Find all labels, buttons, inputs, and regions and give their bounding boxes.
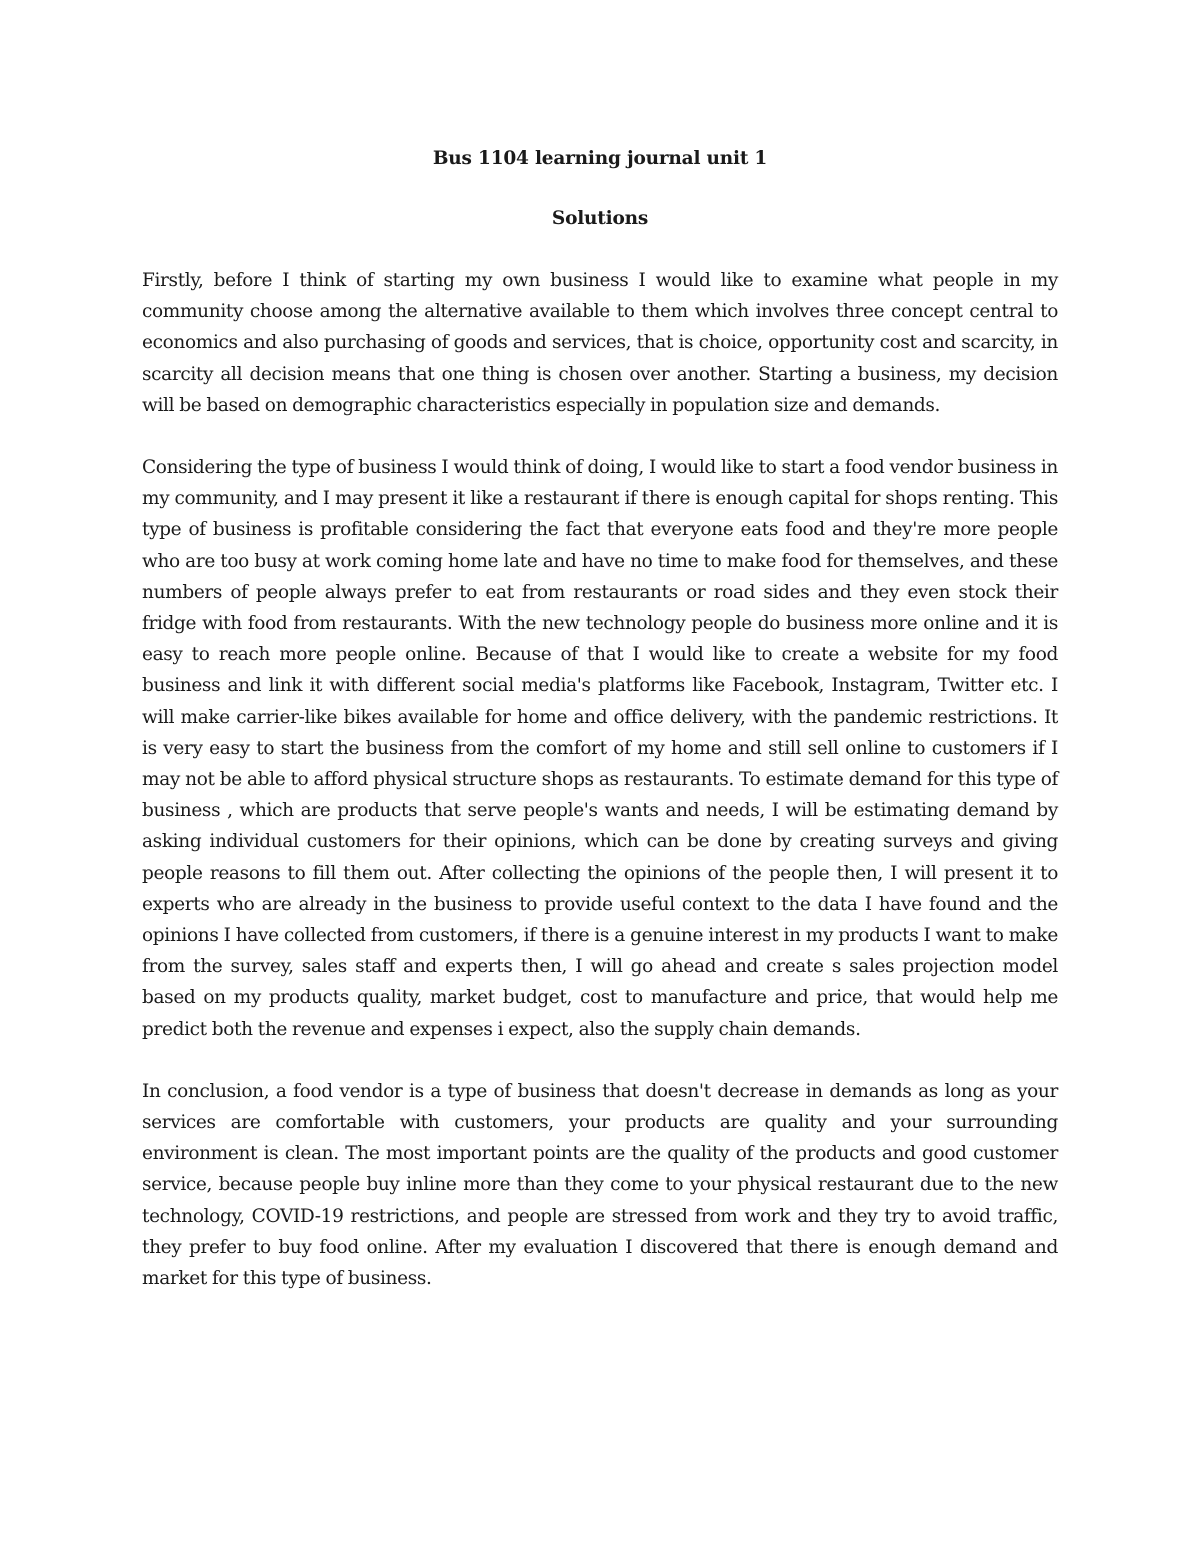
document-subtitle: Solutions: [551, 208, 649, 229]
document-body: [142, 143, 1058, 1294]
document-title: Bus 1104 learning journal unit 1: [432, 148, 768, 169]
paragraph-business-plan: Considering the type of business I would think of doing, I would like to start a food vendor business in my community, and I may present it like a restaurant if there is enough capital for shops renting. This type of business is profitable considering the fact that everyone eats food and they're more people who are too busy at work coming home late and have no time to make food for themselves, and these numbers of people always prefer to eat from restaurants or road sides and they even stock their fridge with food from restaurants. With the new technology people do business more online and it is easy to reach more people online. Because of that I would like to create a website for my food business and link it with different social media's platforms like Facebook, Instagram, Twitter etc. I will make carrier-like bikes available for home and office delivery, with the pandemic restrictions. It is very easy to start the business from the comfort of my home and still sell online to customers if I may not be able to afford physical structure shops as restaurants. To estimate demand for this type of business , which are products that serve people's wants and needs, I will be estimating demand by asking individual customers for their opinions, which can be done by creating surveys and giving people reasons to fill them out. After collecting the opinions of the people then, I will present it to experts who are already in the business to provide useful context to the data I have found and the opinions I have collected from customers, if there is a genuine interest in my products I want to make from the survey, sales staff and experts then, I will go ahead and create s sales projection model based on my products quality, market budget, cost to manufacture and price, that would help me predict both the revenue and expenses i expect, also the supply chain demands.: [142, 457, 1058, 1040]
paragraph-conclusion: In conclusion, a food vendor is a type of business that doesn't decrease in demands as long as your services are comfortable with customers, your products are quality and your surrounding environment is clean. The most important points are the quality of the products and good customer service, because people buy inline more than they come to your physical restaurant due to the new technology, COVID-19 restrictions, and people are stressed from work and they try to avoid traffic, they prefer to buy food online. After my evaluation I discovered that there is enough demand and market for this type of business.: [142, 1080, 1058, 1290]
paragraph-introduction: Firstly, before I think of starting my own business I would like to examine what people in my community choose among the alternative available to them which involves three concept central to economics and also purchasing of goods and services, that is choice, opportunity cost and scarcity, in scarcity all decision means that one thing is chosen over another. Starting a business, my decision will be based on demographic characteristics especially in population size and demands.: [142, 270, 1058, 416]
